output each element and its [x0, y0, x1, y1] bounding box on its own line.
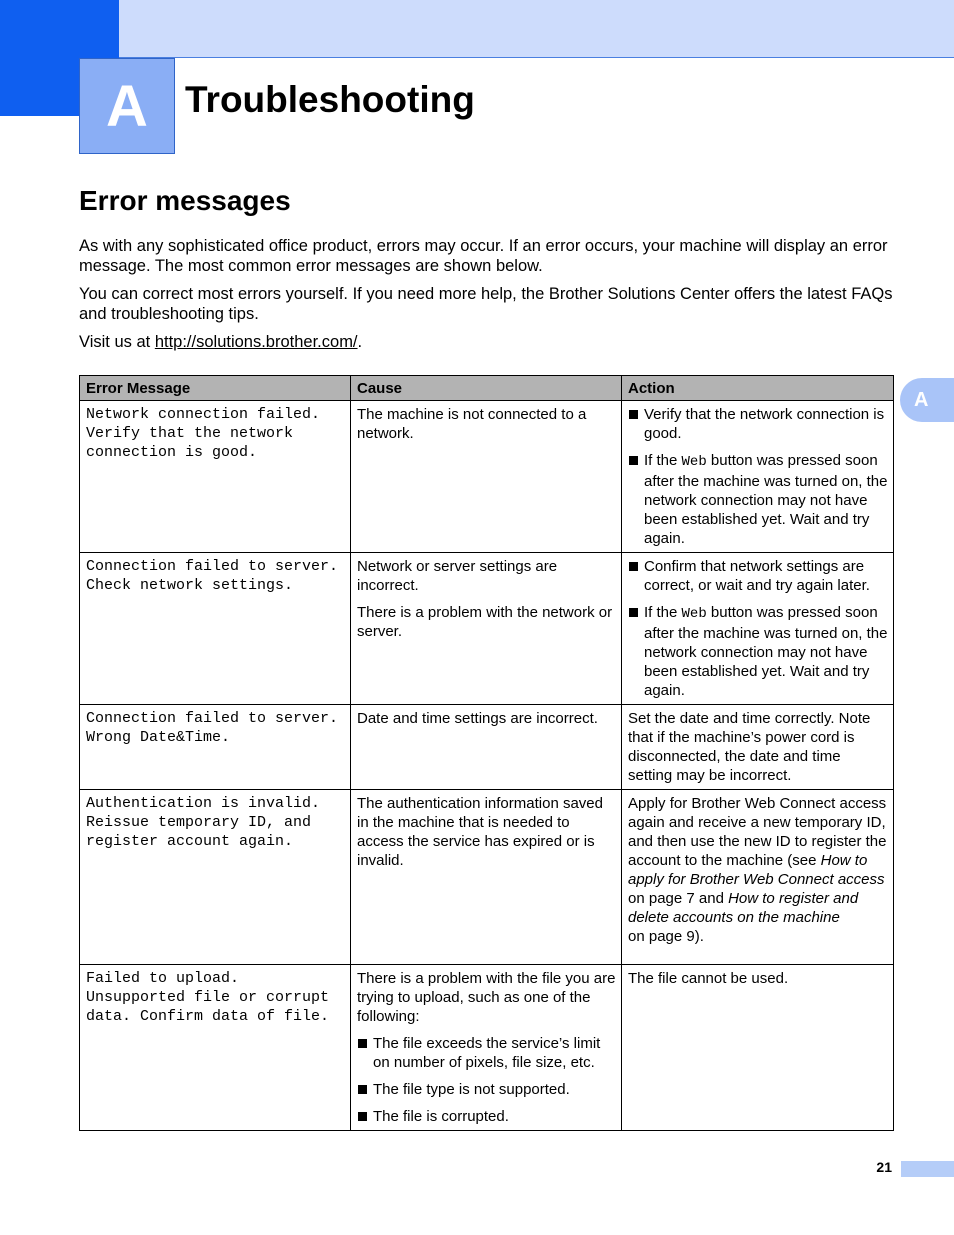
action-text: Set the date and time correctly. Note that if the machine’s power cord is disconnected, the date and time setting may be incorrect. [628, 710, 871, 784]
cause-text: There is a problem with the network or server. [357, 604, 613, 640]
action-text-part: on page 9). [628, 928, 704, 945]
help-paragraph: You can correct most errors yourself. If you need more help, the Brother Solutions Center offers the latest FAQs and troubleshooting tips. [79, 285, 893, 323]
error-message-line: Unsupported file or corrupt [86, 989, 330, 1006]
cause-cell [351, 790, 622, 965]
action-item [628, 603, 888, 700]
table-row [80, 553, 894, 705]
error-message-cell [80, 401, 351, 553]
action-text: If the [644, 604, 682, 621]
page-number: 21 [876, 1159, 892, 1175]
action-text-part: on page 7 and [628, 890, 729, 907]
action-item [628, 451, 888, 548]
cause-list [357, 1034, 616, 1126]
solutions-link[interactable]: http://solutions.brother.com/ [154, 333, 358, 351]
action-list [628, 557, 888, 700]
error-message-line: connection is good. [86, 444, 258, 461]
action-cell [622, 553, 894, 705]
error-message-line: Wrong Date&Time. [86, 729, 231, 746]
error-message-line: Failed to upload. [86, 970, 240, 987]
cause-cell [351, 401, 622, 553]
error-message-cell [80, 965, 351, 1131]
action-text [628, 794, 888, 946]
action-cell [622, 965, 894, 1131]
cause-text: There is a problem with the file you are trying to upload, such as one of the following: [357, 970, 616, 1025]
page-number-bar [901, 1161, 954, 1177]
table-row [80, 790, 894, 965]
action-item: Confirm that network settings are correct, or wait and try again later. [628, 557, 888, 595]
header-rule [119, 57, 954, 58]
cause-text: The machine is not connected to a network. [357, 406, 587, 442]
intro-paragraph: As with any sophisticated office product, errors may occur. If an error occurs, your machine will display an error message. The most common error messages are shown below. [79, 237, 888, 275]
action-list [628, 405, 888, 548]
error-message-line: Connection failed to server. [86, 710, 339, 727]
header-cause: Cause [351, 376, 622, 401]
cause-text: Date and time settings are incorrect. [357, 710, 598, 727]
action-text: If the [644, 452, 682, 469]
cross-reference: How to apply for Brother Web Connect access [628, 852, 885, 888]
action-cell [622, 705, 894, 790]
error-message-line: Verify that the network [86, 425, 294, 442]
cause-cell [351, 965, 622, 1131]
error-message-line: register account again. [86, 833, 294, 850]
error-message-line: Reissue temporary ID, and [86, 814, 312, 831]
error-message-line: Connection failed to server. [86, 558, 339, 575]
error-message-line: Check network settings. [86, 577, 294, 594]
error-message-line: Network connection failed. [86, 406, 321, 423]
action-cell [622, 790, 894, 965]
side-chapter-tab: A [900, 378, 954, 422]
cause-text: The authentication information saved in the machine that is needed to access the service has expired or is invalid. [357, 795, 603, 869]
error-messages-table [79, 375, 894, 1131]
action-text: button was pressed soon after the machine was turned on, the network connection may not have been established yet. Wait and try again. [644, 604, 888, 699]
chapter-title: Troubleshooting [185, 79, 475, 120]
chapter-letter: A [106, 73, 148, 139]
visit-prefix: Visit us at [79, 333, 155, 351]
section-title: Error messages [79, 185, 291, 216]
error-message-cell [80, 553, 351, 705]
visit-suffix: . [357, 333, 363, 351]
cause-cell [351, 553, 622, 705]
cause-item: The file is corrupted. [357, 1107, 616, 1126]
table-row [80, 705, 894, 790]
error-message-cell [80, 790, 351, 965]
action-text: button was pressed soon after the machine was turned on, the network connection may not have been established yet. Wait and try again. [644, 452, 888, 547]
cause-text: Network or server settings are incorrect. [357, 558, 558, 594]
cause-item: The file exceeds the service’s limit on number of pixels, file size, etc. [357, 1034, 616, 1072]
chapter-letter-box [79, 58, 175, 154]
header-action: Action [622, 376, 894, 401]
header-band [0, 0, 954, 58]
error-message-cell [80, 705, 351, 790]
action-text: The file cannot be used. [628, 970, 789, 987]
cause-item: The file type is not supported. [357, 1080, 616, 1099]
action-text-part: Apply for Brother Web Connect access again and receive a new temporary ID, and then use the new ID to register the account to the machine (see [628, 795, 887, 869]
action-item: Verify that the network connection is good. [628, 405, 888, 443]
web-button-name: Web [681, 454, 707, 470]
action-cell [622, 401, 894, 553]
cross-reference: How to register and delete accounts on the machine [628, 890, 859, 926]
error-message-line: Authentication is invalid. [86, 795, 321, 812]
cause-cell [351, 705, 622, 790]
table-header-row [80, 376, 894, 401]
table-row [80, 965, 894, 1131]
header-error-message: Error Message [80, 376, 351, 401]
visit-paragraph [79, 332, 894, 352]
error-message-line: data. Confirm data of file. [86, 1008, 330, 1025]
web-button-name: Web [681, 606, 707, 622]
table-row [80, 401, 894, 553]
